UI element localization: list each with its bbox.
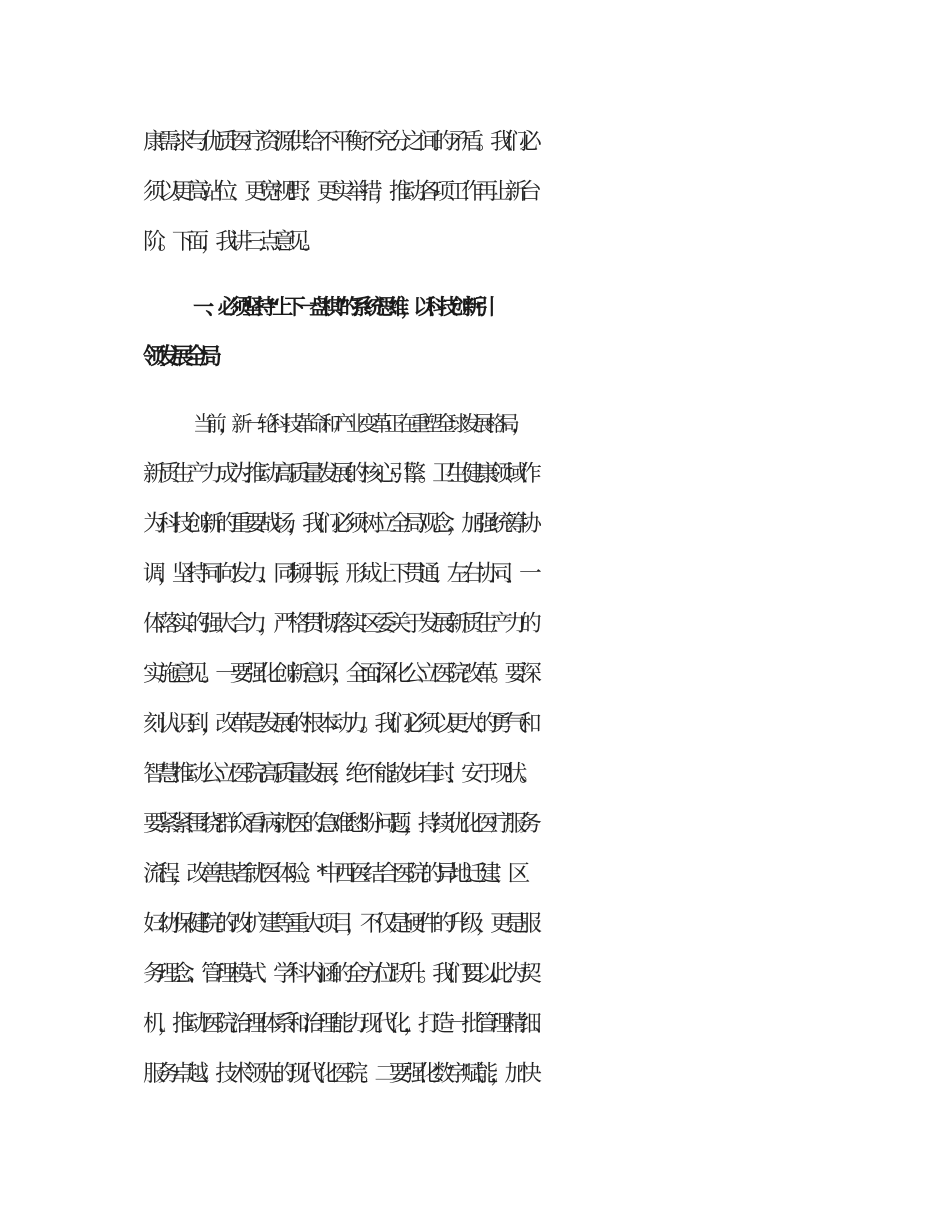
paragraph-line: 智慧推动公立医院高质量发展，绝不能故步自封、安于现状。 (143, 761, 534, 787)
paragraph-line: 机，推动医院治理体系和治理能力现代化，打造一批管理精细、 (143, 1011, 548, 1037)
paragraph-line: 服务卓越、技术领先的现代化医院。二要强化数字赋能，加快 (143, 1061, 534, 1087)
text-line: 阶。下面，我讲三点意见。 (143, 229, 317, 255)
paragraph-line: 流程，改善患者就医体验。*中西医结合医院的异地迁建、区 (143, 861, 522, 887)
paragraph-line: 体落实的强大合力，严格贯彻落实区委关于发展新质生产力的 (143, 611, 534, 637)
paragraph-line: 当前，新一轮科技革命和产业变革正在重塑全球发展格局， (193, 411, 525, 436)
paragraph-line: 务理念、管理模式、学科内涵的全方位跃升。我们要以此为契 (143, 961, 534, 987)
section-heading: 领发展全局 (143, 344, 214, 370)
section-heading: 一、必须坚持“上下一盘棋”的系统思维，以科技创新引 (193, 294, 488, 319)
paragraph-line: 实施意见。一要强化创新意识，全面深化公立医院改革。要深 (143, 661, 534, 687)
paragraph-line: 调，坚持同向发力、同频共振，形成上下贯通、左右协同、一 (143, 561, 534, 587)
text-line: 须以更高站位、更宽视野、更实举措，推动各项工作再上新台 (143, 179, 534, 205)
paragraph-line: 要紧紧围绕群众看病就医的急难愁盼问题，持续优化医疗服务 (143, 811, 534, 837)
paragraph-line: 新质生产力成为推动高质量发展的核心引擎。卫生健康领域作 (143, 461, 534, 487)
text-line: 康需求与优质医疗资源供给不平衡不充分之间的矛盾。我们必 (143, 129, 534, 155)
paragraph-line: 妇幼保健院的改扩建等重大项目，不仅是硬件的升级，更是服 (143, 911, 534, 937)
paragraph-line: 为科技创新的重要战场，我们必须树立全局观念，加强统筹协 (143, 511, 534, 537)
paragraph-line: 刻认识到，改革是发展的根本动力。我们必须以更大的勇气和 (143, 711, 534, 737)
